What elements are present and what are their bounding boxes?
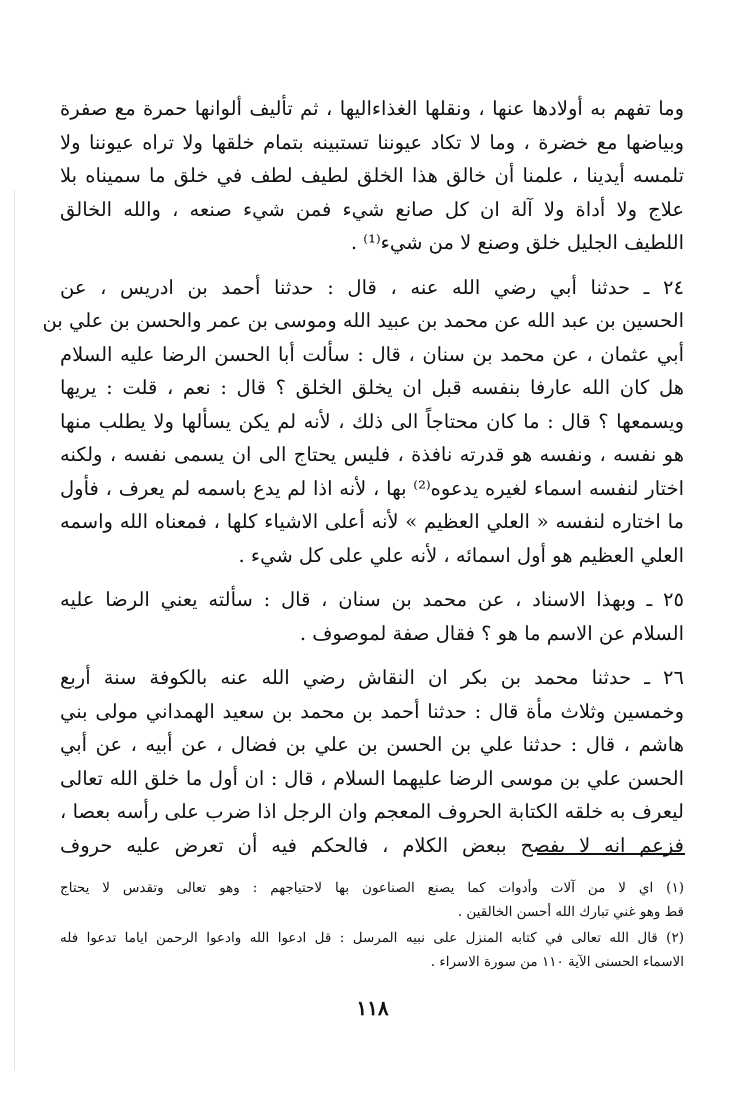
text-line: هل كان الله عارفا بنفسه قبل ان يخلق الخلق ؟ قال : نعم ، قلت : يريها bbox=[60, 376, 684, 399]
text-line: الحسن علي بن موسى الرضا عليهما السلام ، قال : ان أول ما خلق الله تعالى bbox=[60, 766, 684, 790]
text-line: ٢٦ ـ حدثنا محمد بن بكر ان النقاش رضي الله عنه بالكوفة سنة أربع bbox=[60, 666, 684, 689]
text-line: وخمسين وثلاث مأة قال : حدثنا أحمد بن محمد بن سعيد الهمداني مولى بني bbox=[60, 699, 684, 723]
text-line: ٢٥ ـ وبهذا الاسناد ، عن محمد بن سنان ، قال : سألته يعني الرضا عليه bbox=[60, 588, 684, 611]
text-line: أبي عثمان ، عن محمد بن سنان ، قال : سألت أبا الحسن الرضا عليه السلام bbox=[60, 342, 684, 366]
text-line: اللطيف الجليل خلق وصنع لا من شيء⁽¹⁾ . bbox=[350, 231, 684, 254]
text-line: وما تفهم به أولادها عنها ، ونقلها الغذاءاليها ، ثم تأليف ألوانها حمرة مع صفرة bbox=[60, 97, 684, 120]
paragraph-24 bbox=[42, 271, 684, 573]
text-line: اختار لنفسه اسماء لغيره يدعوه⁽²⁾ بها ، لأنه اذا لم يدع باسمه لم يعرف ، فأول bbox=[60, 476, 684, 500]
text-line: ويسمعها ؟ قال : ما كان محتاجاً الى ذلك ، لأنه لم يكن يسألها ولا يطلب منها bbox=[60, 409, 684, 433]
paragraph-25 bbox=[60, 583, 684, 650]
footnote-line: (٢) قال الله تعالى في كتابه المنزل على نبيه المرسل : قل ادعوا الله وادعوا الرحمن اياما تدعوا فله bbox=[60, 930, 684, 946]
text-line: تلمسه أيدينا ، علمنا أن خالق هذا الخلق لطيف لطف في خلق ما سميناه بلا bbox=[60, 164, 684, 187]
text-line: هو نفسه ، ونفسه هو قدرته نافذة ، فليس يحتاج الى ان يسمى نفسه ، ولكنه bbox=[60, 443, 684, 466]
main-text bbox=[42, 92, 684, 876]
footnotes bbox=[60, 876, 684, 976]
text-line: ٢٤ ـ حدثنا أبي رضي الله عنه ، قال : حدثنا أحمد بن ادريس ، عن bbox=[60, 275, 684, 299]
paragraph-26 bbox=[60, 661, 684, 862]
text-line: ما اختاره لنفسه « العلي العظيم » لأنه أعلى الاشياء كلها ، فمعناه الله واسمه bbox=[60, 510, 684, 533]
text-line: العلي العظيم هو أول اسمائه ، لأنه علي على كل شيء . bbox=[238, 543, 684, 567]
paragraph-1 bbox=[60, 92, 684, 260]
text-line: الحسين بن عبد الله عن محمد بن عبيد الله وموسى بن عمر والحسن بن علي بن bbox=[42, 309, 684, 332]
text-line: فزعم انه لا يفصح ببعض الكلام ، فالحكم فيه أن تعرض عليه حروف bbox=[60, 833, 684, 857]
page-number: ١١٨ bbox=[356, 996, 389, 1020]
footnote-line: قط وهو غني تبارك الله أحسن الخالقين . bbox=[457, 904, 684, 920]
text-line: ليعرف به خلقه الكتابة الحروف المعجم وان الرجل اذا ضرب على رأسه بعصا ، bbox=[60, 800, 684, 823]
text-line: هاشم ، قال : حدثنا علي بن الحسن بن علي بن فضال ، عن أبيه ، عن أبي bbox=[60, 733, 684, 756]
text-line: وبياضها مع خضرة ، وما لا تكاد عيوننا تستبينه بتمام خلقها ولا تراه عيوننا ولا bbox=[60, 130, 684, 154]
footnote-separator bbox=[537, 853, 685, 855]
text-line: علاج ولا أداة ولا آلة ان كل صانع شيء فمن شيء صنعه ، والله الخالق bbox=[60, 197, 684, 221]
footnote-1 bbox=[60, 876, 684, 924]
text-line: السلام عن الاسم ما هو ؟ فقال صفة لموصوف . bbox=[299, 621, 684, 645]
footnote-line: (١) اي لا من آلات وأدوات كما يصنع الصناعون بها لاحتياجهم : وهو تعالى وتقدس لا يحتاج bbox=[60, 880, 684, 896]
footnote-line: الاسماء الحسنى الآية ١١٠ من سورة الاسراء . bbox=[430, 954, 684, 970]
footnote-2 bbox=[60, 926, 684, 974]
page-edge-shadow bbox=[14, 190, 15, 1070]
